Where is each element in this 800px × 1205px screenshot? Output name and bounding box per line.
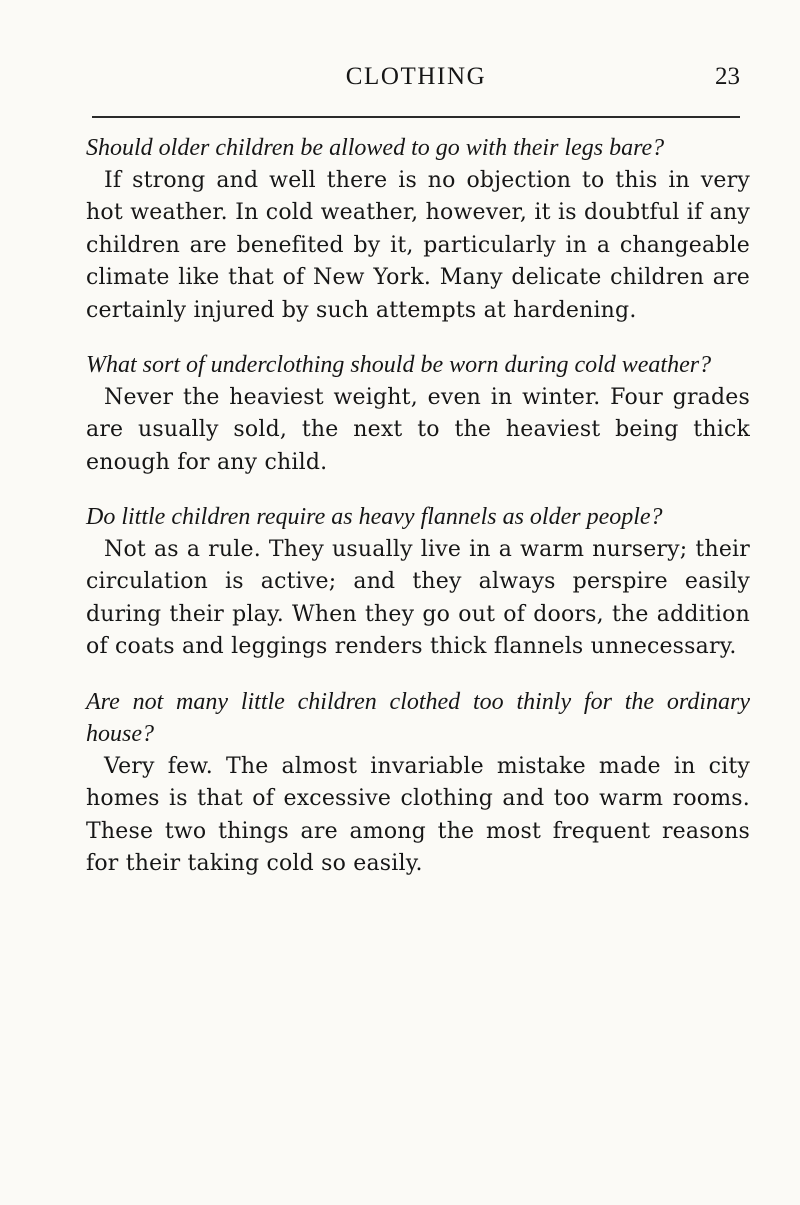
answer-underclothing: Never the heaviest weight, even in winter. Four grades are usually sold, the next to the heaviest being thick enough for any child. [86, 384, 750, 475]
answer-thin-clothing: Very few. The almost invariable mistake made in city homes is that of excessive clothing and too warm rooms. These two things are among the most frequent reasons for their taking cold so easily. [86, 753, 750, 876]
qa-section-bare-legs [86, 132, 750, 327]
question-flannels: Do little children require as heavy flannels as older people? [86, 504, 663, 530]
question-underclothing: What sort of underclothing should be worn during cold weather? [86, 352, 712, 378]
qa-section-flannels [86, 501, 750, 664]
running-title: CLOTHING [345, 63, 487, 90]
qa-section-thin-clothing [86, 686, 750, 881]
header-rule [92, 116, 740, 118]
answer-bare-legs: If strong and well there is no objection to this in very hot weather. In cold weather, however, it is doubtful if any children are benefited by it, particularly in a changeable climate like that of New York. Many delicate children are certainly injured by such attempts at hardening. [86, 167, 750, 323]
page-number: 23 [715, 63, 740, 90]
page-body [86, 132, 750, 903]
page-header [92, 62, 740, 96]
question-bare-legs: Should older children be allowed to go with their legs bare? [86, 135, 665, 161]
answer-flannels: Not as a rule. They usually live in a warm nursery; their circulation is active; and they always perspire easily during their play. When they go out of doors, the addition of coats and leggings renders thick flannels unnecessary. [86, 536, 750, 659]
question-thin-clothing: Are not many little children clothed too thinly for the ordinary house? [86, 688, 750, 747]
qa-section-underclothing [86, 349, 750, 479]
